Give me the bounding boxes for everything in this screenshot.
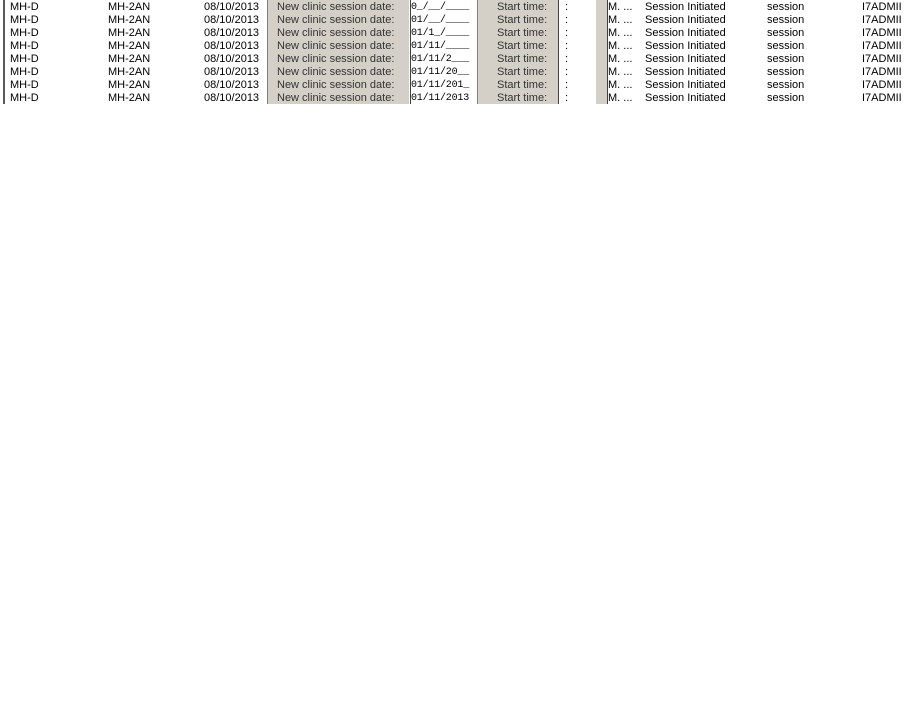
session-type-cell: MH-D (10, 14, 39, 26)
status-cell: Session Initiated (645, 79, 726, 91)
status-cell: Session Initiated (645, 1, 726, 13)
clinic-date-input[interactable]: 01/11/2___ (411, 54, 470, 65)
start-time-input[interactable]: : (565, 27, 569, 39)
session-type-cell: MH-D (10, 27, 39, 39)
table-row[interactable] (0, 14, 910, 27)
start-time-input[interactable]: : (565, 79, 569, 91)
user-cell: I7ADMII (862, 53, 902, 65)
session-type-cell: MH-D (10, 79, 39, 91)
start-time-input[interactable]: : (565, 92, 569, 104)
truncated-cell: M. ... (608, 14, 633, 26)
clinic-date-input[interactable]: 01/1_/____ (411, 28, 470, 39)
truncated-cell: M. ... (608, 53, 633, 65)
clinic-date-prompt: New clinic session date: (277, 92, 395, 104)
clinic-date-input[interactable]: 01/11/2013 (411, 93, 470, 104)
truncated-cell: M. ... (608, 92, 633, 104)
user-cell: I7ADMII (862, 66, 902, 78)
session-type-cell: MH-D (10, 1, 39, 13)
ward-cell: MH-2AN (108, 92, 151, 104)
clinic-date-input[interactable]: 01/11/20__ (411, 67, 470, 78)
table-row[interactable] (0, 79, 910, 92)
ward-cell: MH-2AN (108, 79, 151, 91)
clinic-date-input[interactable]: 01/11/____ (411, 41, 470, 52)
session-type-cell: MH-D (10, 92, 39, 104)
date-cell: 08/10/2013 (204, 27, 260, 39)
clinic-date-prompt: New clinic session date: (277, 40, 395, 52)
start-time-label: Start time: (497, 66, 548, 78)
status-cell: Session Initiated (645, 14, 726, 26)
table-row[interactable] (0, 27, 910, 40)
session-type-cell: MH-D (10, 53, 39, 65)
start-time-label: Start time: (497, 92, 548, 104)
date-cell: 08/10/2013 (204, 79, 260, 91)
session-log-grid (0, 0, 910, 104)
session-type-cell: MH-D (10, 66, 39, 78)
date-cell: 08/10/2013 (204, 40, 260, 52)
action-cell: session (767, 14, 805, 26)
truncated-cell: M. ... (608, 1, 633, 13)
clinic-date-prompt: New clinic session date: (277, 79, 395, 91)
start-time-input[interactable]: : (565, 1, 569, 13)
clinic-date-prompt: New clinic session date: (277, 66, 395, 78)
action-cell: session (767, 40, 805, 52)
action-cell: session (767, 27, 805, 39)
ward-cell: MH-2AN (108, 14, 151, 26)
start-time-label: Start time: (497, 53, 548, 65)
truncated-cell: M. ... (608, 27, 633, 39)
start-time-input[interactable]: : (565, 40, 569, 52)
start-time-label: Start time: (497, 40, 548, 52)
user-cell: I7ADMII (862, 40, 902, 52)
user-cell: I7ADMII (862, 79, 902, 91)
user-cell: I7ADMII (862, 14, 902, 26)
ward-cell: MH-2AN (108, 27, 151, 39)
user-cell: I7ADMII (862, 1, 902, 13)
start-time-label: Start time: (497, 14, 548, 26)
status-cell: Session Initiated (645, 40, 726, 52)
user-cell: I7ADMII (862, 92, 902, 104)
ward-cell: MH-2AN (108, 1, 151, 13)
start-time-label: Start time: (497, 79, 548, 91)
status-cell: Session Initiated (645, 27, 726, 39)
clinic-date-prompt: New clinic session date: (277, 53, 395, 65)
action-cell: session (767, 53, 805, 65)
start-time-input[interactable]: : (565, 14, 569, 26)
status-cell: Session Initiated (645, 92, 726, 104)
table-row[interactable] (0, 1, 910, 14)
clinic-date-prompt: New clinic session date: (277, 14, 395, 26)
clinic-date-prompt: New clinic session date: (277, 27, 395, 39)
status-cell: Session Initiated (645, 66, 726, 78)
start-time-input[interactable]: : (565, 66, 569, 78)
date-cell: 08/10/2013 (204, 1, 260, 13)
ward-cell: MH-2AN (108, 66, 151, 78)
date-cell: 08/10/2013 (204, 66, 260, 78)
status-cell: Session Initiated (645, 53, 726, 65)
table-row[interactable] (0, 40, 910, 53)
action-cell: session (767, 66, 805, 78)
action-cell: session (767, 79, 805, 91)
table-row[interactable] (0, 53, 910, 66)
clinic-date-input[interactable]: 01/11/201_ (411, 80, 470, 91)
start-time-input[interactable]: : (565, 53, 569, 65)
clinic-date-input[interactable]: 0_/__/____ (411, 2, 470, 13)
start-time-label: Start time: (497, 27, 548, 39)
clinic-date-prompt: New clinic session date: (277, 1, 395, 13)
ward-cell: MH-2AN (108, 53, 151, 65)
date-cell: 08/10/2013 (204, 14, 260, 26)
truncated-cell: M. ... (608, 40, 633, 52)
session-type-cell: MH-D (10, 40, 39, 52)
clinic-date-input[interactable]: 01/__/____ (411, 15, 470, 26)
action-cell: session (767, 1, 805, 13)
truncated-cell: M. ... (608, 79, 633, 91)
ward-cell: MH-2AN (108, 40, 151, 52)
user-cell: I7ADMII (862, 27, 902, 39)
truncated-cell: M. ... (608, 66, 633, 78)
table-row[interactable] (0, 66, 910, 79)
action-cell: session (767, 92, 805, 104)
date-cell: 08/10/2013 (204, 92, 260, 104)
date-cell: 08/10/2013 (204, 53, 260, 65)
start-time-label: Start time: (497, 1, 548, 13)
table-row[interactable] (0, 92, 910, 104)
